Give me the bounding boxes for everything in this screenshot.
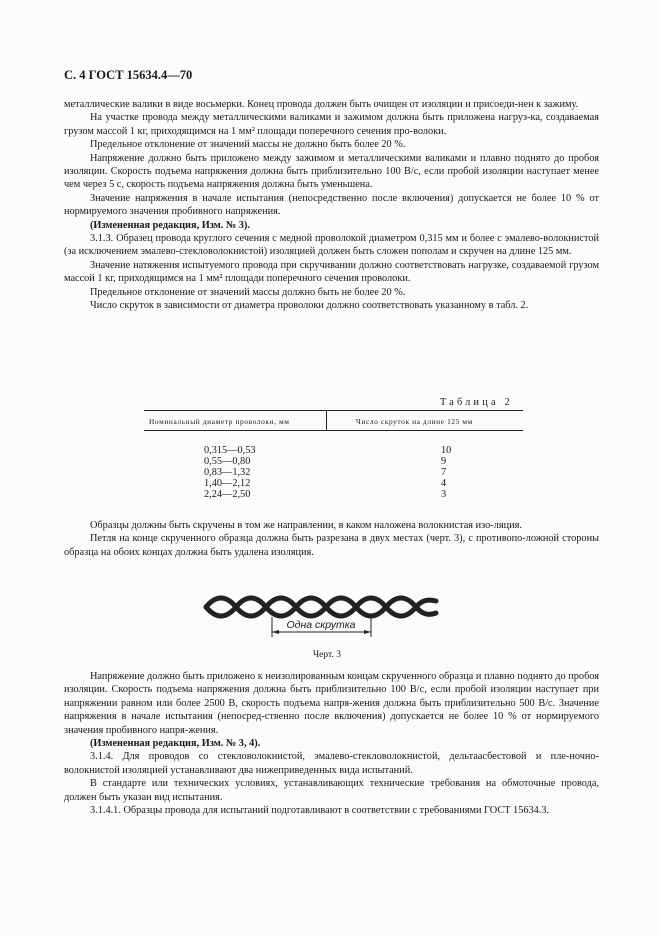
table-column-divider (326, 410, 327, 430)
paragraph: Петля на конце скрученного образца должна быть разрезана в двух местах (черт. 3), с противопо-ложной стороны образца на обоих концах должна быть удалена изоляция. (64, 533, 599, 558)
paragraph: Предельное отклонение от значений массы должно быть не более 20 %. (90, 286, 406, 298)
cell-diameter: 2,24—2,50 (204, 489, 251, 500)
paragraph: В стандарте или технических условиях, устанавливающих технические требования на обмоточные провода, должен быть указан вид испытания. (64, 778, 599, 803)
twisted-wire-drawing (206, 598, 436, 616)
text-block-1 (64, 98, 599, 313)
cell-diameter: 1,40—2,12 (204, 478, 251, 489)
cell-twists: 4 (441, 478, 447, 489)
table-top-rule (144, 410, 523, 411)
twisted-wire-figure (200, 585, 450, 640)
table-caption: Таблица 2 (440, 397, 513, 408)
paragraph: Предельное отклонение от значений массы не должно быть более 20 %. (90, 139, 406, 151)
text-block-3 (64, 670, 599, 817)
amendment-note: (Измененная редакция, Изм. № 3, 4). (90, 738, 261, 750)
cell-twists: 7 (441, 467, 447, 478)
paragraph: 3.1.4. Для проводов со стекловолокнистой, эмалево-стекловолокнистой, дельтаасбестовой и пле-ночно-волокнистой изоляцией устанавливают два нижеприведенных вида испытаний. (64, 751, 599, 776)
figure-caption: Черт. 3 (313, 650, 341, 660)
text-block-2 (64, 519, 599, 559)
table-row (144, 478, 523, 489)
paragraph: 3.1.4.1. Образцы провода для испытаний подготавливают в соответствии с требованиями ГОСТ 15634.3. (90, 805, 550, 817)
paragraph: Напряжение должно быть приложено к неизолированным концам скрученного образца и плавно поднято до пробоя изоляции. Скорость подъема напряжения должна быть приблизительно 100 В/с, если пробой изоляции наступает при напряжении равном или более 2500 В, скорость подъема напря-жения должна быть приблизительно 500 В/с. Значение напряжения в начале испытания (непосред-ственно после включения) допускается не более 10 % от нормируемого значения пробивного напря-жения. (64, 671, 599, 736)
cell-twists: 9 (441, 456, 447, 467)
table-header-rule (144, 430, 523, 431)
paragraph: На участке провода между металлическими валиками и зажимом должна быть приложена нагруз-ка, создаваемая грузом массой 1 кг, приходящимся на 1 мм² площади поперечного сечения про-волоки. (64, 112, 599, 137)
amendment-note: (Измененная редакция, Изм. № 3). (90, 219, 250, 231)
table-row (144, 456, 523, 467)
paragraph: Значение напряжения в начале испытания (непосредственно после включения) допускается не более 10 % от нормируемого значения пробивного напряжения. (64, 192, 599, 218)
table-row (144, 445, 523, 456)
table-row (144, 467, 523, 478)
page-header: С. 4 ГОСТ 15634.4—70 (64, 68, 193, 82)
cell-diameter: 0,83—1,32 (204, 467, 251, 478)
dimension-label: Одна скрутка (286, 619, 356, 631)
cell-twists: 3 (441, 489, 447, 500)
paragraph: Напряжение должно быть приложено между зажимом и металлическими валиками и плавно поднято до пробоя изоляции. Скорость подъема напряжения должна быть приблизительно 100 В/с, если пробой изоляции наступает менее чем через 5 с, скорость подъема напряжения должна быть уменьшена. (64, 152, 599, 191)
table-header-twists: Число скруток на длине 125 мм (356, 417, 473, 426)
cell-diameter: 0,55—0,80 (204, 456, 251, 467)
dimension-arrow-right (364, 630, 371, 634)
paragraph: металлические валики в виде восьмерки. Конец провода должен быть очищен от изоляции и присоеди-нен к зажиму. (64, 99, 579, 110)
table-row (144, 489, 523, 500)
table-header-diameter: Номинальный диаметр проволоки, мм (149, 417, 290, 426)
paragraph: Образцы должны быть скручены в том же направлении, в каком наложена волокнистая изо-ляция. (90, 520, 522, 531)
paragraph: Число скруток в зависимости от диаметра проволоки должно соответствовать указанному в табл. 2. (90, 300, 529, 312)
dimension-arrow-left (272, 630, 279, 634)
cell-twists: 10 (441, 445, 452, 456)
cell-diameter: 0,315—0,53 (204, 445, 256, 456)
paragraph: Значение натяжения испытуемого провода при скручивании должно соответствовать нагрузке, создаваемой грузом массой 1 кг, приходящимся на 1 мм² площади поперечного сечения проволоки. (64, 259, 599, 285)
paragraph: 3.1.3. Образец провода круглого сечения с медной проволокой диаметром 0,315 мм и более с эмалево-волокнистой (за исключением эмалево-стекловолокнистой) изоляцией должен быть сложен пополам и скручен на длине 125 мм. (64, 233, 599, 258)
